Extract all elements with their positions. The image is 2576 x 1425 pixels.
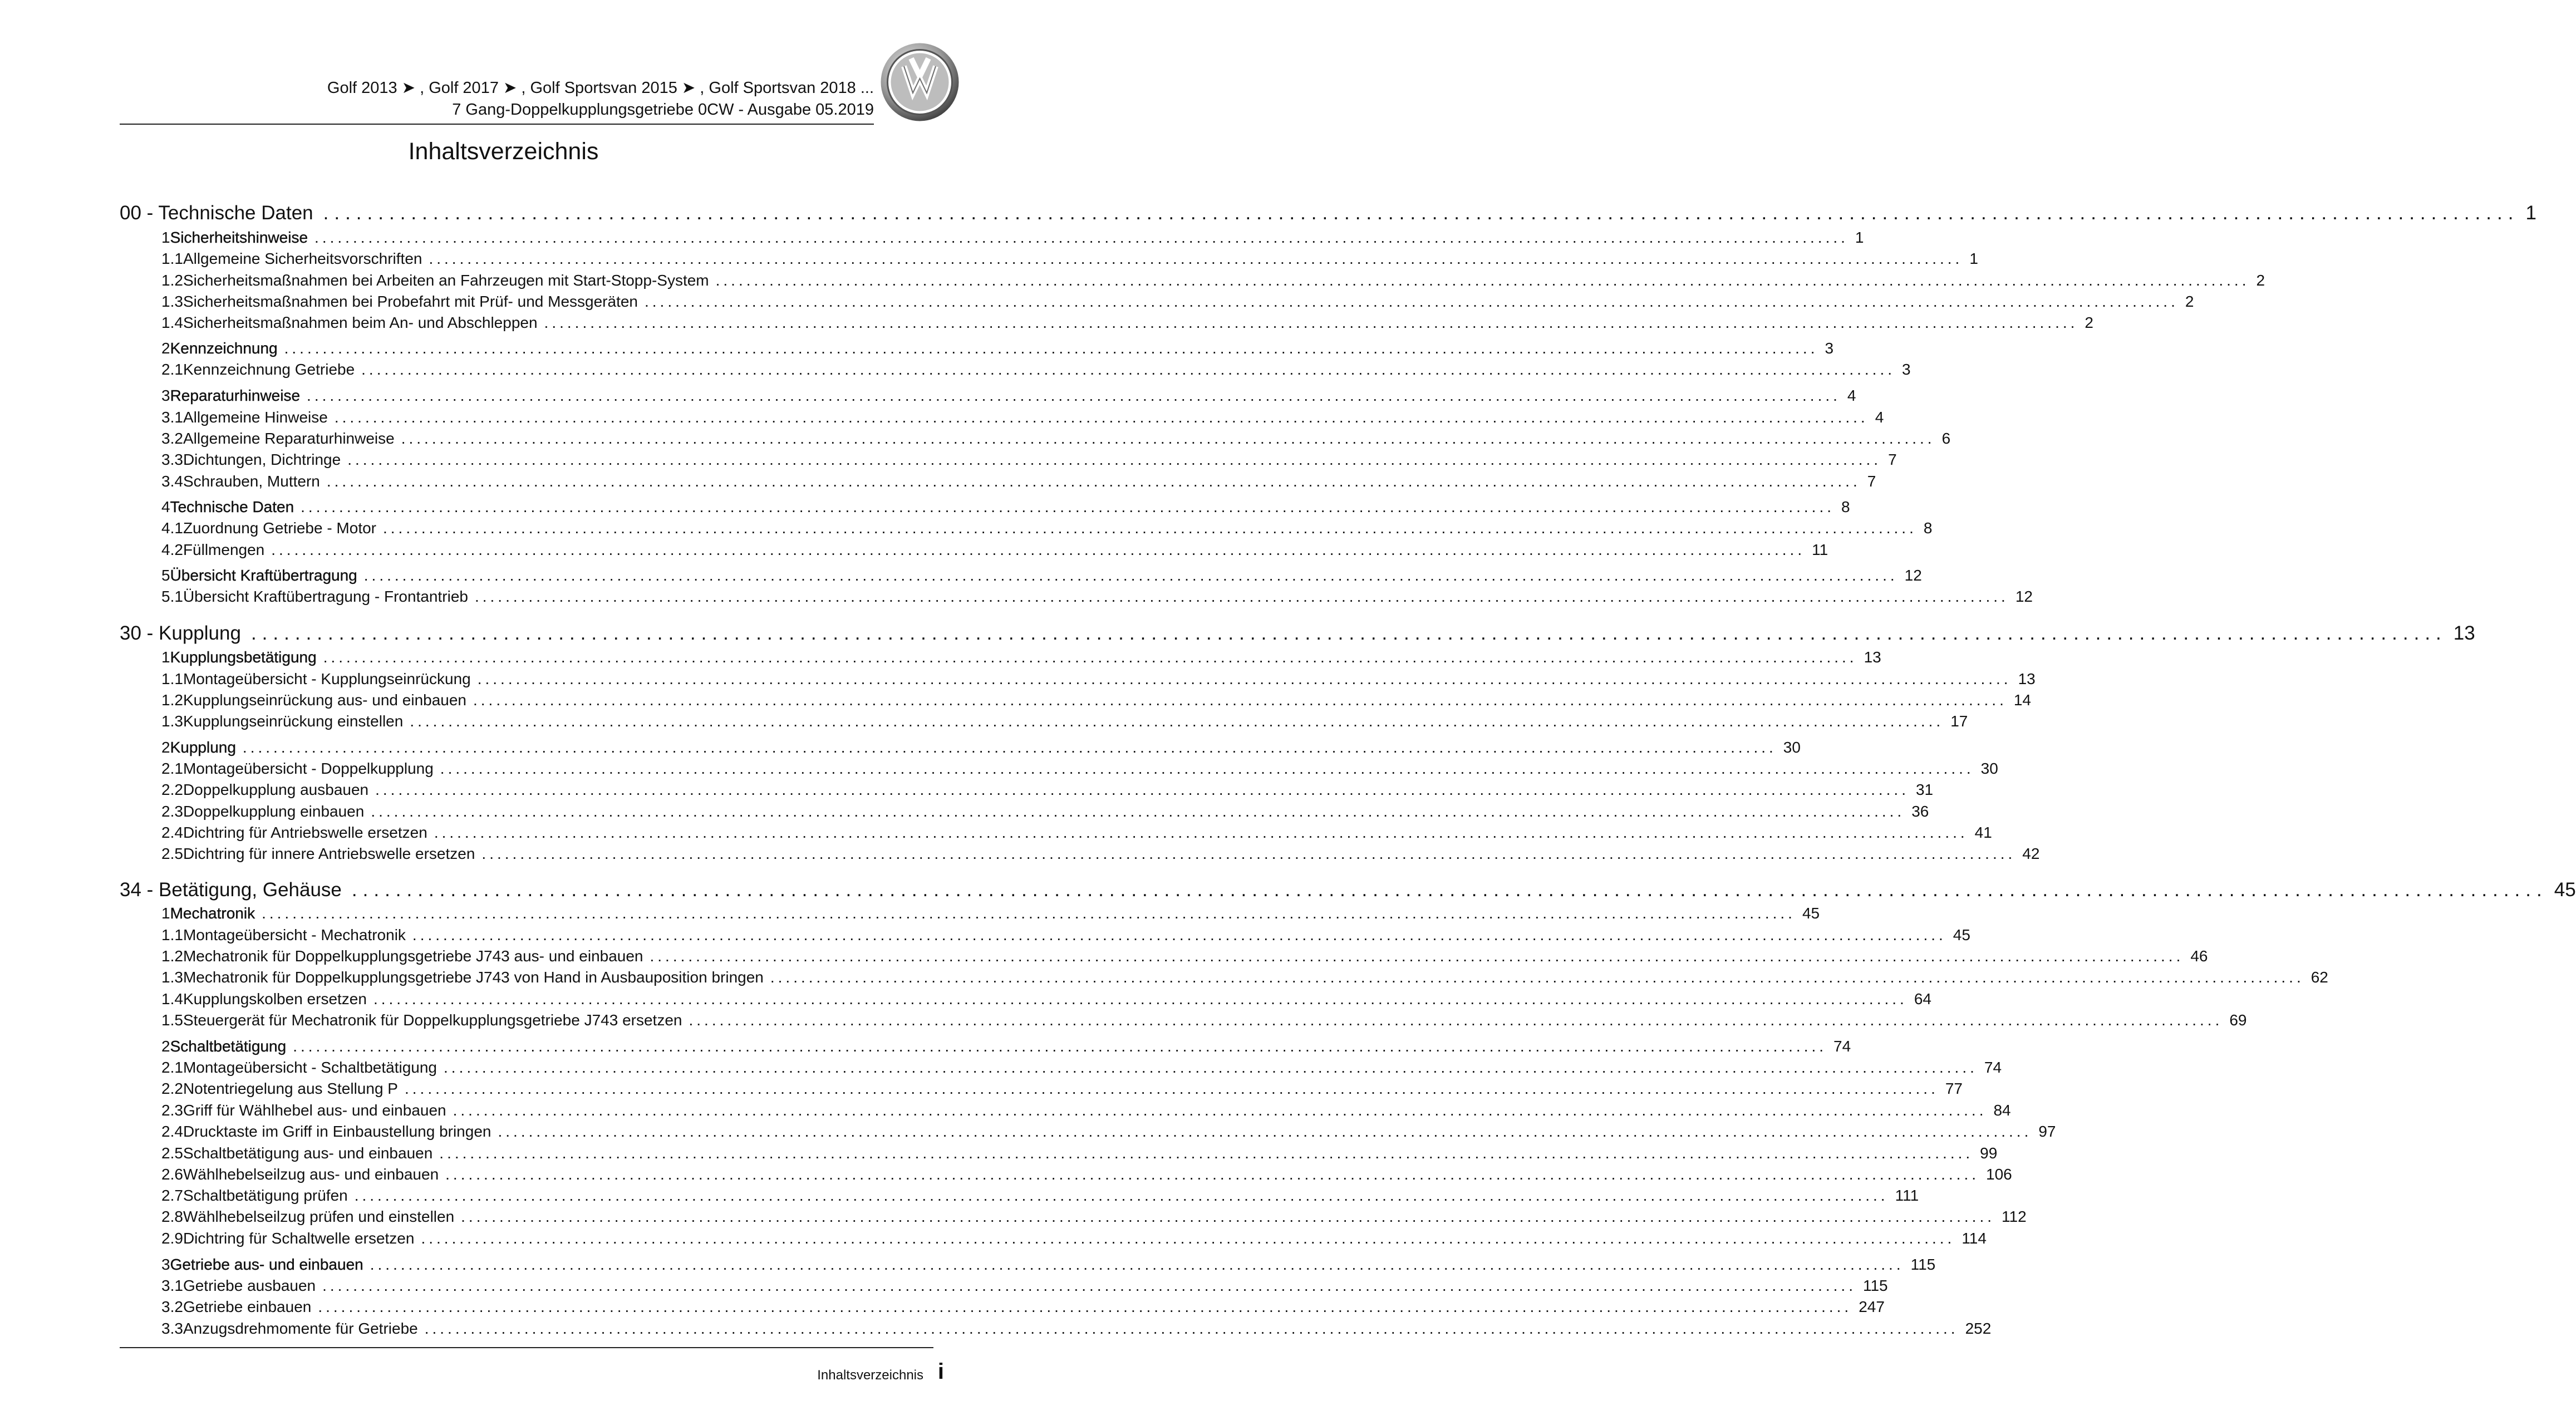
toc-page-number: 12: [1904, 567, 1922, 584]
toc-entry-number: 2: [161, 1038, 170, 1055]
toc-page-number: 14: [2013, 691, 2032, 709]
toc-entry-title: Übersicht Kraftübertragung: [170, 567, 357, 584]
toc-entry-title: Drucktaste im Griff in Einbaustellung bringen: [183, 1123, 491, 1140]
toc-entry[interactable]: [161, 926, 1970, 944]
toc-entry-number: 1.5: [161, 1011, 183, 1029]
toc-entry-number: 1.2: [161, 947, 183, 965]
dot-leader: ........................................................................................................................................................................................................: [498, 1123, 2032, 1140]
dot-leader: ........................................................................................................................................................................................................: [434, 824, 1968, 841]
toc-entry-title: Montageübersicht - Mechatronik: [183, 926, 406, 944]
toc-page-number: 8: [1841, 498, 1850, 515]
toc-entry-number: 4.2: [161, 541, 183, 558]
toc-entry[interactable]: [161, 845, 2040, 863]
toc-entry-number: 1: [161, 648, 170, 666]
toc-entry-title: Kupplungseinrückung einstellen: [183, 712, 404, 730]
toc-entry[interactable]: [161, 387, 1856, 405]
toc-page-number: 7: [1888, 451, 1897, 468]
toc-entry-title: Montageübersicht - Doppelkupplung: [183, 760, 434, 777]
vw-logo-icon: [879, 42, 960, 122]
toc-entry-number: 3.1: [161, 409, 183, 426]
toc-entry[interactable]: [161, 1123, 2056, 1141]
toc-entry[interactable]: [161, 760, 1998, 778]
toc-entry-title: Schaltbetätigung aus- und einbauen: [183, 1144, 433, 1162]
toc-entry-number: 2.5: [161, 1144, 183, 1162]
toc-entry[interactable]: [161, 430, 1951, 448]
toc-page-number: 30: [1783, 739, 1801, 756]
toc-page-number: 112: [2002, 1208, 2027, 1225]
toc-page-number: 42: [2022, 845, 2040, 862]
toc-page-number: 13: [2453, 622, 2475, 644]
toc-entry[interactable]: [161, 519, 1933, 537]
dot-leader: ........................................................................................................................................................................................................: [429, 250, 1963, 267]
dot-leader: ........................................................................................................................................................................................................: [445, 1166, 1980, 1183]
toc-entry[interactable]: [161, 272, 2265, 289]
header-edition: 7 Gang-Doppelkupplungsgetriebe 0CW - Ausgabe 05.2019: [452, 101, 874, 119]
dot-leader: ........................................................................................................................................................................................................: [440, 760, 1974, 777]
toc-page-number: 4: [1847, 387, 1856, 404]
toc-entry-title: Dichtungen, Dichtringe: [183, 451, 341, 468]
toc-page-number: 1: [1969, 250, 1978, 267]
dot-leader: ........................................................................................................................................................................................................: [250, 622, 2447, 644]
toc-entry[interactable]: [161, 969, 2328, 986]
header-models: Golf 2013 ➤ , Golf 2017 ➤ , Golf Sportsvan 2015 ➤ , Golf Sportsvan 2018 ...: [327, 79, 874, 97]
toc-chapter-title: 30 - Kupplung: [120, 622, 241, 644]
dot-leader: ........................................................................................................................................................................................................: [323, 648, 1857, 666]
toc-entry-title: Sicherheitshinweise: [170, 229, 308, 246]
toc-entry[interactable]: [161, 947, 2208, 965]
toc-page-number: 74: [1984, 1059, 2002, 1076]
toc-entry[interactable]: [161, 1038, 1851, 1055]
toc-entry-title: Zuordnung Getriebe - Motor: [183, 519, 376, 537]
toc-page-number: 97: [2038, 1123, 2056, 1140]
toc-entry[interactable]: [161, 1011, 2247, 1029]
toc-page-number: 46: [2190, 947, 2208, 965]
toc-entry-title: Wählhebelseilzug aus- und einbauen: [183, 1166, 439, 1183]
dot-leader: ........................................................................................................................................................................................................: [650, 947, 2184, 965]
toc-entry-number: 1.4: [161, 990, 183, 1008]
toc-page-number: 7: [1867, 473, 1876, 490]
toc-entry[interactable]: [161, 409, 1884, 426]
toc-page-number: 12: [2015, 588, 2033, 605]
toc-entry-number: 2.1: [161, 760, 183, 777]
toc-page-number: 41: [1974, 824, 1992, 841]
toc-page-number: 45: [1802, 905, 1820, 922]
toc-entry-title: Sicherheitsmaßnahmen bei Probefahrt mit Prüf- und Messgeräten: [183, 293, 638, 310]
toc-entry-number: 1.1: [161, 670, 183, 687]
dot-leader: ........................................................................................................................................................................................................: [770, 969, 2304, 986]
toc-entry-title: Anzugsdrehmomente für Getriebe: [183, 1320, 418, 1337]
toc-entry-title: Allgemeine Hinweise: [183, 409, 328, 426]
toc-entry-number: 1.2: [161, 691, 183, 709]
toc-entry[interactable]: [161, 293, 2194, 311]
page-title: Inhaltsverzeichnis: [408, 138, 599, 165]
toc-entry[interactable]: [161, 1102, 2011, 1119]
toc-entry-title: Wählhebelseilzug prüfen und einstellen: [183, 1208, 455, 1225]
toc-entry[interactable]: [161, 250, 1978, 268]
toc-entry-number: 1.1: [161, 250, 183, 267]
toc-page-number: 8: [1923, 519, 1933, 537]
dot-leader: ........................................................................................................................................................................................................: [424, 1320, 1959, 1337]
toc-entry[interactable]: [161, 691, 2032, 709]
toc-page-number: 99: [1980, 1144, 1998, 1162]
toc-entry-title: Schaltbetätigung: [170, 1038, 287, 1055]
toc-entry[interactable]: [161, 314, 2093, 332]
toc-page-number: 74: [1833, 1038, 1851, 1055]
toc-page-number: 62: [2310, 969, 2328, 986]
dot-leader: ........................................................................................................................................................................................................: [373, 990, 1908, 1008]
toc-page-number: 115: [1910, 1256, 1936, 1273]
toc-entry[interactable]: [161, 588, 2033, 606]
footer-divider: [120, 1347, 933, 1348]
toc-entry[interactable]: [161, 905, 1820, 922]
toc-entry[interactable]: [161, 803, 1929, 820]
toc-entry-number: 2.1: [161, 1059, 183, 1076]
toc-entry-title: Getriebe ausbauen: [183, 1277, 316, 1294]
toc-entry-title: Reparaturhinweise: [170, 387, 301, 404]
toc-entry[interactable]: [161, 473, 1876, 490]
dot-leader: ........................................................................................................................................................................................................: [412, 926, 1946, 944]
toc-entry-title: Sicherheitsmaßnahmen bei Arbeiten an Fahrzeugen mit Start-Stopp-System: [183, 272, 709, 289]
toc-entry-title: Kupplungskolben ersetzen: [183, 990, 367, 1008]
toc-page-number: 4: [1875, 409, 1884, 426]
toc-page-number: 3: [1902, 361, 1911, 378]
toc-entry-number: 2.3: [161, 803, 183, 820]
dot-leader: ........................................................................................................................................................................................................: [404, 1080, 1939, 1097]
toc-entry-title: Montageübersicht - Kupplungseinrückung: [183, 670, 471, 687]
dot-leader: ........................................................................................................................................................................................................: [371, 803, 1905, 820]
toc-page-number: 106: [1986, 1166, 2012, 1183]
dot-leader: ........................................................................................................................................................................................................: [689, 1011, 2223, 1029]
toc-entry-title: Kupplung: [170, 739, 236, 756]
toc-page-number: 45: [2554, 879, 2576, 901]
toc-entry-number: 1.2: [161, 272, 183, 289]
toc-page-number: 36: [1911, 803, 1929, 820]
dot-leader: ........................................................................................................................................................................................................: [410, 712, 1944, 730]
toc-entry[interactable]: [161, 1298, 1885, 1316]
toc-entry-title: Füllmengen: [183, 541, 265, 558]
toc-page-number: 247: [1859, 1298, 1885, 1315]
toc-entry-number: 2.6: [161, 1166, 183, 1183]
toc-entry[interactable]: [161, 229, 1864, 247]
dot-leader: ........................................................................................................................................................................................................: [477, 670, 2012, 687]
toc-entry-number: 1: [161, 905, 170, 922]
toc-entry[interactable]: [161, 541, 1828, 559]
toc-entry-title: Sicherheitsmaßnahmen beim An- und Abschleppen: [183, 314, 538, 331]
toc-entry-number: 2.4: [161, 1123, 183, 1140]
toc-chapter-title: 34 - Betätigung, Gehäuse: [120, 879, 342, 901]
toc-chapter-title: 00 - Technische Daten: [120, 202, 313, 224]
dot-leader: ........................................................................................................................................................................................................: [354, 1187, 1889, 1204]
dot-leader: ........................................................................................................................................................................................................: [351, 879, 2548, 901]
toc-entry-number: 2.2: [161, 1080, 183, 1097]
toc-entry-number: 1.3: [161, 293, 183, 310]
toc-page-number: 13: [2018, 670, 2036, 687]
toc-entry-number: 2.5: [161, 845, 183, 862]
toc-entry-number: 2.1: [161, 361, 183, 378]
toc-entry[interactable]: [161, 1187, 1919, 1205]
toc-entry-title: Getriebe einbauen: [183, 1298, 312, 1315]
toc-entry-title: Allgemeine Sicherheitsvorschriften: [183, 250, 422, 267]
toc-entry-title: Dichtring für innere Antriebswelle ersetzen: [183, 845, 475, 862]
toc-page-number: 2: [2185, 293, 2194, 310]
toc-entry-number: 2.2: [161, 781, 183, 798]
toc-page-number: 6: [1941, 430, 1951, 447]
footer-label: Inhaltsverzeichnis: [817, 1368, 923, 1383]
dot-leader: ........................................................................................................................................................................................................: [293, 1038, 1827, 1055]
toc-entry-number: 3.4: [161, 473, 183, 490]
toc-entry-title: Doppelkupplung einbauen: [183, 803, 365, 820]
dot-leader: ........................................................................................................................................................................................................: [271, 541, 1806, 558]
toc-entry-title: Mechatronik: [170, 905, 255, 922]
dot-leader: ........................................................................................................................................................................................................: [375, 781, 1909, 798]
dot-leader: ........................................................................................................................................................................................................: [421, 1230, 1955, 1247]
toc-page-number: 84: [1993, 1102, 2011, 1119]
dot-leader: ........................................................................................................................................................................................................: [474, 588, 2009, 605]
dot-leader: ........................................................................................................................................................................................................: [314, 229, 1849, 246]
toc-entry[interactable]: [161, 361, 1911, 379]
toc-page-number: 114: [1962, 1230, 1987, 1247]
toc-entry[interactable]: [161, 1166, 2012, 1183]
toc-entry[interactable]: [161, 824, 1992, 842]
toc-entry-number: 4.1: [161, 519, 183, 537]
footer-page-marker: i: [937, 1359, 944, 1384]
dot-leader: ........................................................................................................................................................................................................: [645, 293, 2179, 310]
toc-entry[interactable]: [161, 1230, 1987, 1247]
toc-entry-title: Technische Daten: [170, 498, 294, 515]
dot-leader: ........................................................................................................................................................................................................: [307, 387, 1841, 404]
toc-entry-title: Mechatronik für Doppelkupplungsgetriebe J743 von Hand in Ausbauposition bringen: [183, 969, 764, 986]
toc-entry-title: Kupplungseinrückung aus- und einbauen: [183, 691, 466, 709]
toc-entry-number: 2.3: [161, 1102, 183, 1119]
toc-entry-title: Getriebe aus- und einbauen: [170, 1256, 363, 1273]
toc-entry-number: 2: [161, 340, 170, 357]
toc-entry[interactable]: [161, 567, 1922, 584]
dot-leader: ........................................................................................................................................................................................................: [453, 1102, 1987, 1119]
dot-leader: ........................................................................................................................................................................................................: [361, 361, 1896, 378]
toc-entry-number: 1.3: [161, 969, 183, 986]
toc-entry-title: Schrauben, Muttern: [183, 473, 320, 490]
dot-leader: ........................................................................................................................................................................................................: [544, 314, 2078, 331]
toc-entry-number: 2.9: [161, 1230, 183, 1247]
toc-page-number: 1: [1855, 229, 1864, 246]
toc-page-number: 77: [1945, 1080, 1963, 1097]
toc-entry[interactable]: [161, 648, 1881, 666]
toc-entry-title: Doppelkupplung ausbauen: [183, 781, 369, 798]
dot-leader: ........................................................................................................................................................................................................: [473, 691, 2007, 709]
toc-entry-title: Notentriegelung aus Stellung P: [183, 1080, 398, 1097]
toc-entry-title: Kupplungsbetätigung: [170, 648, 317, 666]
dot-leader: ........................................................................................................................................................................................................: [284, 340, 1818, 357]
dot-leader: ........................................................................................................................................................................................................: [444, 1059, 1978, 1076]
dot-leader: ........................................................................................................................................................................................................: [347, 451, 1882, 468]
dot-leader: ........................................................................................................................................................................................................: [242, 739, 1777, 756]
dot-leader: ........................................................................................................................................................................................................: [334, 409, 1869, 426]
toc-entry-title: Schaltbetätigung prüfen: [183, 1187, 348, 1204]
toc-entry-number: 3.3: [161, 451, 183, 468]
toc-page-number: 2: [2256, 272, 2265, 289]
toc-entry-number: 4: [161, 498, 170, 515]
dot-leader: ........................................................................................................................................................................................................: [322, 1277, 1856, 1294]
toc-entry-number: 3.1: [161, 1277, 183, 1294]
header-divider: [120, 124, 874, 125]
toc-entry-title: Dichtring für Antriebswelle ersetzen: [183, 824, 427, 841]
toc-entry[interactable]: [161, 1208, 2027, 1226]
toc-entry-title: Allgemeine Reparaturhinweise: [183, 430, 395, 447]
toc-entry-title: Dichtring für Schaltwelle ersetzen: [183, 1230, 415, 1247]
dot-leader: ........................................................................................................................................................................................................: [370, 1256, 1904, 1273]
toc-entry-title: Übersicht Kraftübertragung - Frontantrieb: [183, 588, 468, 605]
toc-entry[interactable]: [120, 622, 2475, 645]
toc-entry[interactable]: [161, 990, 1931, 1008]
toc-entry[interactable]: [161, 1256, 1936, 1274]
dot-leader: ........................................................................................................................................................................................................: [439, 1144, 1974, 1162]
toc-entry-title: Kennzeichnung: [170, 340, 278, 357]
toc-entry-number: 3.3: [161, 1320, 183, 1337]
toc-page-number: 2: [2085, 314, 2093, 331]
dot-leader: ........................................................................................................................................................................................................: [461, 1208, 1995, 1225]
toc-page-number: 3: [1825, 340, 1834, 357]
toc-entry-number: 3: [161, 1256, 170, 1273]
toc-entry-number: 3.2: [161, 1298, 183, 1315]
toc-entry-number: 1.3: [161, 712, 183, 730]
toc-entry-number: 1: [161, 229, 170, 246]
toc-page-number: 17: [1950, 712, 1968, 730]
dot-leader: ........................................................................................................................................................................................................: [262, 905, 1796, 922]
toc-entry-title: Mechatronik für Doppelkupplungsgetriebe J743 aus- und einbauen: [183, 947, 643, 965]
toc-entry[interactable]: [161, 712, 1968, 730]
toc-entry[interactable]: [161, 739, 1801, 756]
toc-entry[interactable]: [161, 1144, 1998, 1162]
toc-entry-number: 2.8: [161, 1208, 183, 1225]
toc-entry[interactable]: [161, 340, 1834, 357]
toc-entry-number: 5: [161, 567, 170, 584]
toc-page-number: 64: [1914, 990, 1931, 1008]
toc-entry[interactable]: [120, 879, 2576, 901]
toc-page-number: 111: [1895, 1187, 1919, 1204]
toc-entry-title: Steuergerät für Mechatronik für Doppelkupplungsgetriebe J743 ersetzen: [183, 1011, 682, 1029]
toc-entry[interactable]: [120, 202, 2536, 224]
toc-entry[interactable]: [161, 498, 1850, 516]
dot-leader: ........................................................................................................................................................................................................: [383, 519, 1917, 537]
dot-leader: ........................................................................................................................................................................................................: [318, 1298, 1852, 1315]
toc-page-number: 45: [1953, 926, 1970, 944]
toc-page-number: 30: [1980, 760, 1998, 777]
toc-page-number: 31: [1915, 781, 1934, 798]
toc-entry-number: 5.1: [161, 588, 183, 605]
toc-entry[interactable]: [161, 781, 1934, 799]
toc-entry[interactable]: [161, 1320, 1992, 1338]
toc-page-number: 1: [2525, 202, 2536, 224]
toc-entry-number: 1.4: [161, 314, 183, 331]
toc-entry-title: Griff für Wählhebel aus- und einbauen: [183, 1102, 446, 1119]
toc-entry-number: 2.4: [161, 824, 183, 841]
toc-entry-title: Montageübersicht - Schaltbetätigung: [183, 1059, 437, 1076]
toc-entry-number: 3: [161, 387, 170, 404]
toc-page-number: 11: [1812, 541, 1828, 558]
toc-page-number: 115: [1862, 1277, 1888, 1294]
dot-leader: ........................................................................................................................................................................................................: [326, 473, 1861, 490]
toc-entry[interactable]: [161, 670, 2036, 688]
toc-page-number: 69: [2229, 1011, 2247, 1029]
toc-entry[interactable]: [161, 1277, 1888, 1295]
toc-entry-number: 3.2: [161, 430, 183, 447]
toc-entry-number: 1.1: [161, 926, 183, 944]
dot-leader: ........................................................................................................................................................................................................: [363, 567, 1898, 584]
dot-leader: ........................................................................................................................................................................................................: [481, 845, 2016, 862]
toc-entry[interactable]: [161, 1080, 1963, 1098]
toc-entry-title: Kennzeichnung Getriebe: [183, 361, 355, 378]
dot-leader: ........................................................................................................................................................................................................: [401, 430, 1935, 447]
toc-entry[interactable]: [161, 451, 1897, 469]
dot-leader: ........................................................................................................................................................................................................: [301, 498, 1835, 515]
dot-leader: ........................................................................................................................................................................................................: [715, 272, 2250, 289]
toc-page-number: 13: [1864, 648, 1881, 666]
toc-entry-number: 2: [161, 739, 170, 756]
toc-entry-number: 2.7: [161, 1187, 183, 1204]
toc-page-number: 252: [1965, 1320, 1992, 1337]
dot-leader: ........................................................................................................................................................................................................: [323, 202, 2519, 224]
toc-entry[interactable]: [161, 1059, 2002, 1077]
